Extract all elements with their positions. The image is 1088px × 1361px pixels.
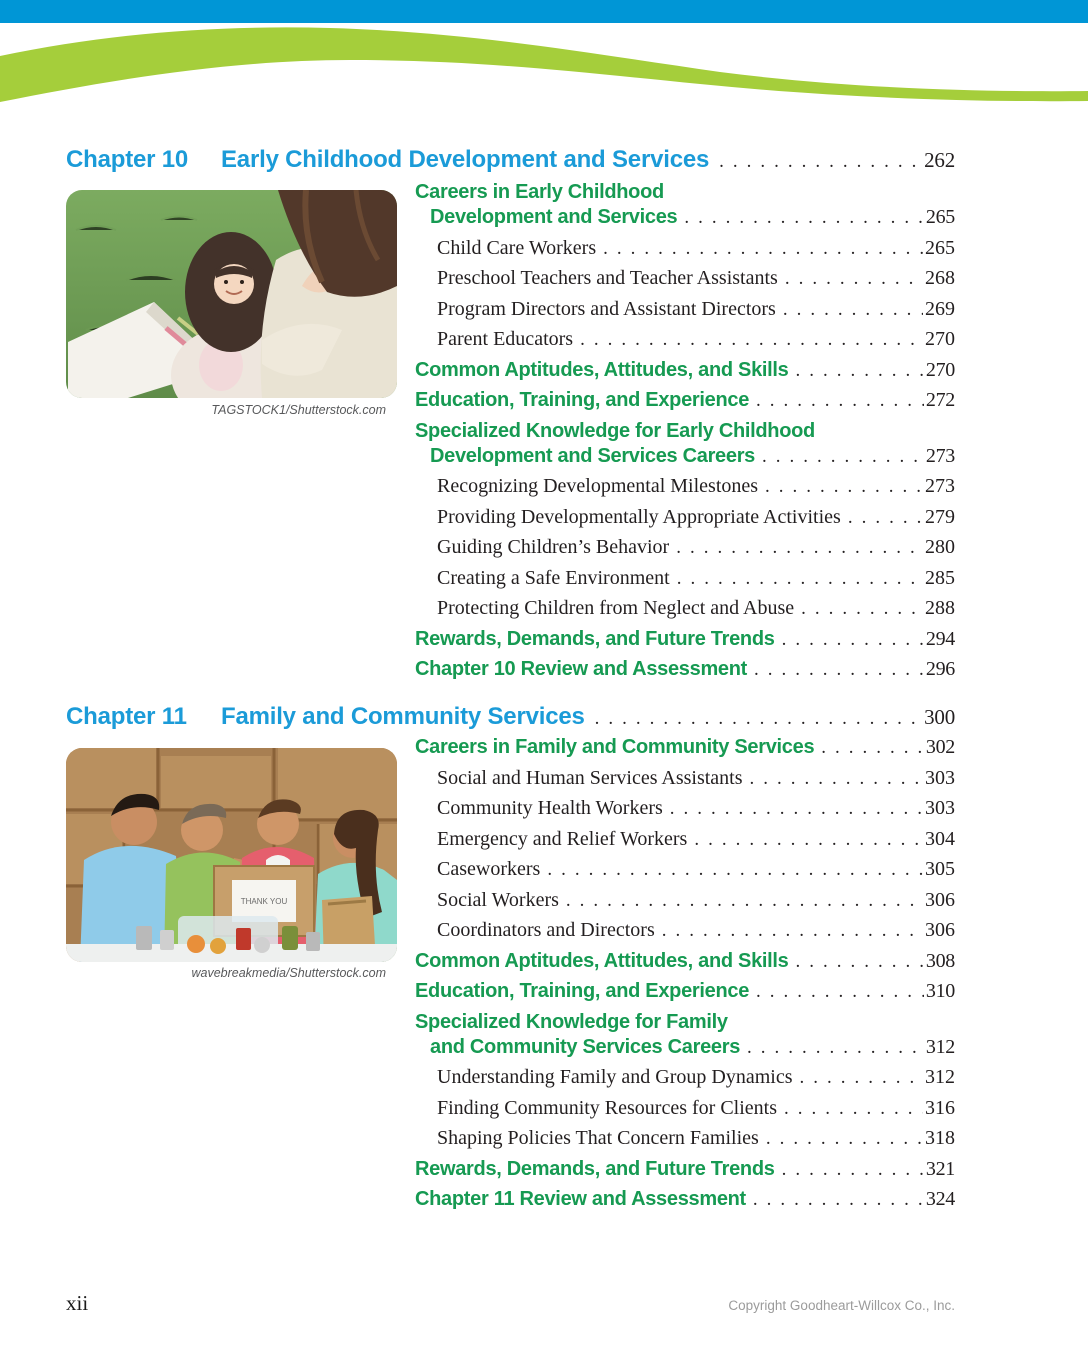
- chapter11-title: Family and Community Services: [221, 703, 585, 730]
- dot-leader: [800, 1067, 924, 1089]
- entry-page: 270: [925, 358, 955, 381]
- entry-page: 268: [925, 267, 955, 289]
- toc-section-entry: [415, 950, 955, 981]
- toc-subsection-entry: [415, 536, 955, 567]
- toc-subsection-entry: [415, 1097, 955, 1128]
- toc-section-entry: [415, 980, 955, 1011]
- dot-leader: [719, 151, 920, 173]
- photo-credit: wavebreakmedia/Shutterstock.com: [191, 966, 386, 980]
- dot-leader: [796, 951, 924, 973]
- toc-section-entry: [415, 1011, 955, 1036]
- entry-title: Recognizing Developmental Milestones: [437, 475, 759, 497]
- dot-leader: [756, 981, 924, 1003]
- entry-title: Finding Community Resources for Clients: [437, 1096, 777, 1119]
- toc-section-entry: [415, 445, 955, 476]
- entry-title: Specialized Knowledge for Early Childhood: [415, 419, 815, 442]
- dot-leader: [765, 476, 923, 498]
- entry-title: Common Aptitudes, Attitudes, and Skills: [415, 358, 789, 381]
- entry-title: Careers in Early Childhood: [415, 181, 664, 203]
- dot-leader: [784, 1098, 923, 1120]
- entry-page: 310: [925, 980, 955, 1002]
- entry-page: 304: [925, 827, 955, 850]
- top-bar: [0, 0, 1088, 23]
- dot-leader: [821, 737, 924, 759]
- entry-page: 272: [925, 389, 955, 411]
- dot-leader: [670, 798, 923, 820]
- entry-title: Community Health Workers: [437, 797, 663, 819]
- dot-leader: [750, 768, 923, 790]
- entry-title: Guiding Children’s Behavior: [437, 536, 670, 558]
- entry-title: Coordinators and Directors: [437, 919, 655, 941]
- dot-leader: [753, 1189, 924, 1211]
- dot-leader: [684, 207, 924, 229]
- entry-title: Development and Services: [430, 206, 678, 228]
- entry-page: 273: [925, 444, 955, 467]
- entry-page: 305: [925, 858, 955, 880]
- entry-title: Caseworkers: [437, 858, 541, 880]
- entry-page: 296: [925, 658, 955, 680]
- toc-subsection-entry: [415, 889, 955, 920]
- dot-leader: [782, 629, 924, 651]
- chapter10-title: Early Childhood Development and Services: [221, 146, 710, 173]
- toc-section-entry: [415, 1188, 955, 1219]
- chapter11-entries: [415, 736, 955, 1219]
- entry-page: 269: [925, 297, 955, 320]
- toc-subsection-entry: [415, 267, 955, 298]
- entry-title: and Community Services Careers: [430, 1035, 741, 1058]
- chapter11-photo: [66, 748, 397, 962]
- toc-subsection-entry: [415, 797, 955, 828]
- chapter10-photo: [66, 190, 397, 398]
- toc-section-entry: [415, 1158, 955, 1189]
- entry-title: Protecting Children from Neglect and Abuse: [437, 597, 795, 619]
- dot-leader: [782, 1159, 924, 1181]
- entry-title: Common Aptitudes, Attitudes, and Skills: [415, 949, 789, 972]
- copyright-notice: Copyright Goodheart-Willcox Co., Inc.: [728, 1298, 955, 1313]
- entry-page: 318: [925, 1127, 955, 1149]
- entry-page: 321: [925, 1157, 955, 1180]
- toc-section-entry: [415, 658, 955, 689]
- toc-subsection-entry: [415, 767, 955, 798]
- entry-page: 316: [925, 1096, 955, 1119]
- entry-title: Preschool Teachers and Teacher Assistants: [437, 267, 778, 289]
- entry-page: 265: [925, 206, 955, 228]
- entry-title: Child Care Workers: [437, 236, 597, 259]
- dot-leader: [848, 507, 923, 529]
- entry-page: 270: [925, 328, 955, 350]
- toc-subsection-entry: [415, 506, 955, 537]
- entry-page: 306: [925, 888, 955, 911]
- toc-subsection-entry: [415, 328, 955, 359]
- chapter11-number: Chapter 11: [66, 703, 187, 730]
- toc-subsection-entry: [415, 828, 955, 859]
- dot-leader: [801, 598, 923, 620]
- entry-title: Social and Human Services Assistants: [437, 766, 743, 789]
- entry-title: Careers in Family and Community Services: [415, 736, 815, 758]
- entry-title: Providing Developmentally Appropriate Activities: [437, 505, 841, 528]
- dot-leader: [783, 299, 923, 321]
- entry-page: 312: [925, 1035, 955, 1058]
- dot-leader: [796, 360, 924, 382]
- dot-leader: [580, 329, 923, 351]
- header-wave-graphic: [0, 0, 1088, 130]
- dot-leader: [547, 859, 923, 881]
- photo-credit: TAGSTOCK1/Shutterstock.com: [211, 403, 386, 417]
- entry-title: Rewards, Demands, and Future Trends: [415, 1157, 775, 1180]
- dot-leader: [694, 829, 923, 851]
- dot-leader: [754, 659, 924, 681]
- toc-subsection-entry: [415, 298, 955, 329]
- entry-title: Rewards, Demands, and Future Trends: [415, 627, 775, 650]
- dot-leader: [662, 920, 923, 942]
- green-wave: [0, 27, 1088, 102]
- chapter11-heading: [66, 703, 955, 731]
- toc-section-entry: [415, 359, 955, 390]
- entry-page: 273: [925, 475, 955, 497]
- entry-page: 308: [925, 949, 955, 972]
- toc-subsection-entry: [415, 475, 955, 506]
- toc-section-entry: [415, 389, 955, 420]
- dot-leader: [676, 537, 923, 559]
- entry-page: 312: [925, 1066, 955, 1088]
- toc-subsection-entry: [415, 1066, 955, 1097]
- toc-subsection-entry: [415, 237, 955, 268]
- entry-page: 288: [925, 597, 955, 619]
- toc-section-entry: [415, 628, 955, 659]
- entry-title: Shaping Policies That Concern Families: [437, 1127, 759, 1149]
- toc-section-entry: [415, 736, 955, 767]
- entry-title: Development and Services Careers: [430, 444, 756, 467]
- toc-section-entry: [415, 206, 955, 237]
- dot-leader: [566, 890, 923, 912]
- entry-page: 303: [925, 766, 955, 789]
- toc-subsection-entry: [415, 1127, 955, 1158]
- entry-page: 265: [925, 236, 955, 259]
- chapter11-page: 300: [924, 705, 955, 729]
- thank-you-label: THANK YOU: [240, 897, 288, 906]
- toc-section-entry: [415, 420, 955, 445]
- entry-title: Chapter 11 Review and Assessment: [415, 1188, 746, 1210]
- entry-title: Social Workers: [437, 888, 559, 911]
- toc-subsection-entry: [415, 919, 955, 950]
- entry-title: Program Directors and Assistant Directors: [437, 297, 776, 320]
- entry-page: 279: [925, 505, 955, 528]
- dot-leader: [677, 568, 923, 590]
- chapter10-heading: [66, 146, 955, 174]
- entry-page: 294: [925, 627, 955, 650]
- dot-leader: [747, 1037, 924, 1059]
- entry-page: 303: [925, 797, 955, 819]
- entry-page: 285: [925, 566, 955, 589]
- toc-subsection-entry: [415, 567, 955, 598]
- entry-title: Emergency and Relief Workers: [437, 827, 688, 850]
- entry-title: Specialized Knowledge for Family: [415, 1010, 728, 1033]
- folio-page-number: xii: [66, 1291, 89, 1315]
- entry-title: Creating a Safe Environment: [437, 566, 670, 589]
- entry-title: Education, Training, and Experience: [415, 980, 750, 1002]
- dot-leader: [756, 390, 924, 412]
- chapter10-entries: [415, 181, 955, 689]
- dot-leader: [603, 238, 923, 260]
- entry-page: 324: [925, 1188, 955, 1210]
- entry-page: 280: [925, 536, 955, 558]
- toc-section-entry: [415, 181, 955, 206]
- entry-title: Chapter 10 Review and Assessment: [415, 658, 748, 680]
- chapter10-page: 262: [924, 148, 955, 172]
- entry-page: 302: [925, 736, 955, 758]
- entry-title: Understanding Family and Group Dynamics: [437, 1066, 793, 1088]
- chapter10-number: Chapter 10: [66, 146, 189, 173]
- dot-leader: [595, 708, 920, 730]
- toc-subsection-entry: [415, 597, 955, 628]
- toc-section-entry: [415, 1036, 955, 1067]
- entry-title: Parent Educators: [437, 328, 574, 350]
- toc-subsection-entry: [415, 858, 955, 889]
- dot-leader: [762, 446, 924, 468]
- entry-page: 306: [925, 919, 955, 941]
- dot-leader: [785, 268, 923, 290]
- dot-leader: [766, 1128, 923, 1150]
- entry-title: Education, Training, and Experience: [415, 389, 750, 411]
